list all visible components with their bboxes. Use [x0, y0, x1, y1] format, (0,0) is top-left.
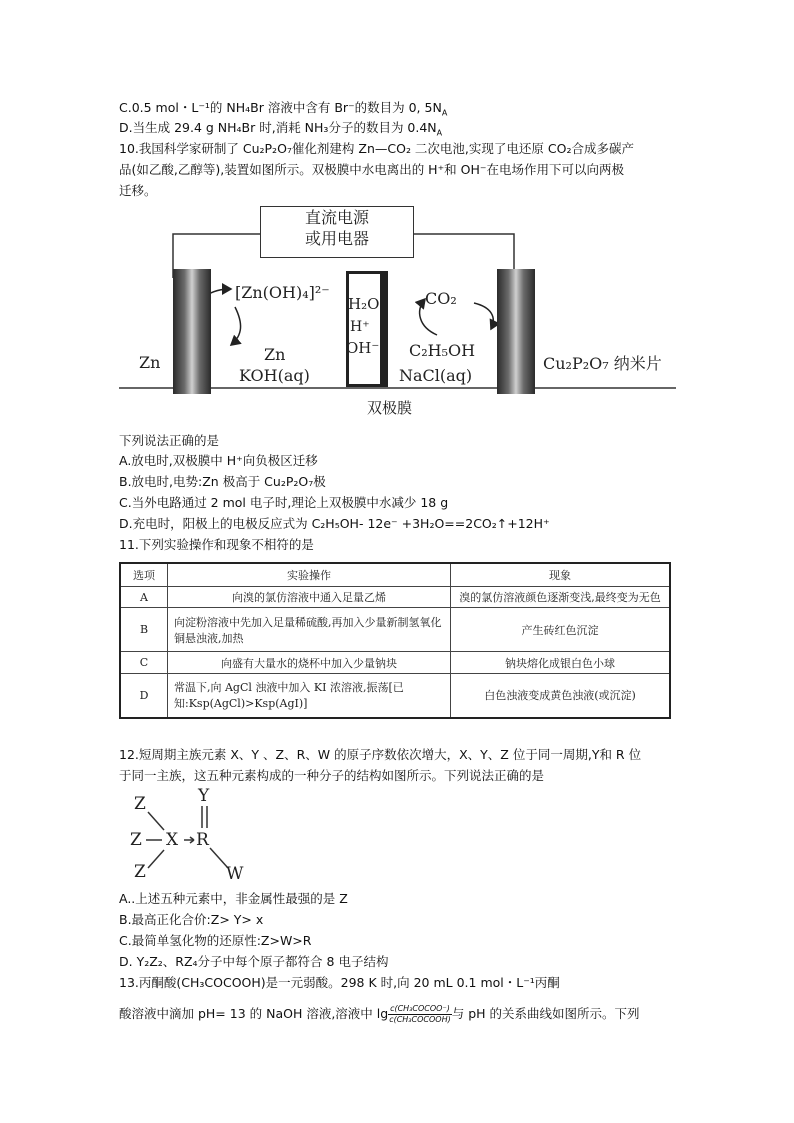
molecule-structure [128, 786, 263, 884]
table-cell: 向淀粉溶液中先加入足量稀硫酸,再加入少量新制氢氧化铜悬浊液,加热 [168, 608, 451, 652]
question-11-stem: 11.下列实验操作和现象不相符的是 [119, 537, 314, 552]
table-cell: B [120, 608, 168, 652]
cu2p2o7-electrode [497, 269, 535, 394]
zn-electrode-label: Zn [139, 353, 161, 372]
table-row [120, 608, 670, 652]
table-cell: 溴的氯仿溶液颜色逐渐变浅,最终变为无色 [451, 587, 671, 608]
table-cell: D [120, 674, 168, 718]
table-row [120, 652, 670, 674]
atom-w: W [226, 864, 244, 884]
sub-a: A [441, 108, 448, 118]
table-cell: 产生砖红色沉淀 [451, 608, 671, 652]
koh-label: KOH(aq) [239, 366, 310, 385]
question-12-option-b: B.最高正化合价:Z> Y> x [119, 912, 264, 927]
power-supply-label-1: 直流电源 [304, 208, 369, 227]
nacl-label: NaCl(aq) [399, 366, 473, 385]
zinc-complex-label: [Zn(OH)₄]²⁻ [235, 283, 330, 302]
table-header: 现象 [451, 563, 671, 587]
question-10-line-2: 品(如乙酸,乙醇等),装置如图所示。双极膜中水电离出的 H⁺和 OH⁻在电场作用下可以向两极 [119, 162, 624, 177]
question-12-line-2: 于同一主族，这五种元素构成的一种分子的结构如图所示。下列说法正确的是 [119, 768, 545, 783]
log-fraction [388, 1004, 452, 1025]
question-10-option-a: A.放电时,双极膜中 H⁺向负极区迁移 [119, 453, 318, 468]
fraction-numerator: c(CH₃COCOO⁻) [390, 1004, 450, 1013]
atom-z: Z [134, 862, 146, 882]
zn-electrode [173, 269, 211, 394]
experiment-table [119, 562, 671, 719]
table-cell: 向溴的氯仿溶液中通入足量乙烯 [168, 587, 451, 608]
table-cell: A [120, 587, 168, 608]
table-header-row [120, 563, 670, 587]
option-c-line [119, 98, 447, 117]
bipolar-membrane-label: 双极膜 [367, 399, 413, 417]
table-cell: 常温下,向 AgCl 浊液中加入 KI 浓溶液,振荡[已知:Ksp(AgCl)>Ksp(AgI)] [168, 674, 451, 718]
question-12-option-a: A..上述五种元素中，非金属性最强的是 Z [119, 891, 348, 906]
question-12-line-1: 12.短周期主族元素 X、Y 、Z、R、W 的原子序数依次增大，X、Y、Z 位于同一周期,Y和 R 位 [119, 747, 642, 762]
table-cell: 钠块熔化成银白色小球 [451, 652, 671, 674]
membrane-layer [380, 271, 388, 387]
atom-z: Z [130, 830, 142, 850]
question-13-line-2 [119, 1004, 640, 1025]
power-supply-label-2: 或用电器 [304, 229, 369, 248]
cu2p2o7-electrode-label: Cu₂P₂O₇ 纳米片 [543, 354, 662, 373]
option-c-text: C.0.5 mol・L⁻¹的 NH₄Br 溶液中含有 Br⁻的数目为 0, 5N [119, 100, 442, 115]
power-supply-box [260, 206, 414, 258]
table-header: 选项 [120, 563, 168, 587]
atom-y: Y [198, 786, 210, 806]
question-10-option-b: B.放电时,电势:Zn 极高于 Cu₂P₂O₇极 [119, 474, 326, 489]
fraction-denominator: c(CH₃COCOOH) [389, 1015, 451, 1024]
question-10-option-d: D.充电时，阳极上的电极反应式为 C₂H₅OH- 12e⁻ +3H₂O==2CO₂↑+12H⁺ [119, 516, 550, 531]
table-cell: 向盛有大量水的烧杯中加入少量钠块 [168, 652, 451, 674]
membrane-oh-ion: OH⁻ [346, 339, 380, 357]
table-row [120, 587, 670, 608]
atom-r: R [196, 830, 209, 850]
table-row [120, 674, 670, 718]
table-cell: C [120, 652, 168, 674]
question-10-option-c: C.当外电路通过 2 mol 电子时,理论上双极膜中水减少 18 g [119, 495, 449, 510]
membrane-h2o: H₂O [348, 295, 380, 313]
question-12-option-d: D. Y₂Z₂、RZ₄分子中每个原子都符合 8 电子结构 [119, 954, 389, 969]
atom-z: Z [134, 794, 146, 814]
question-13-text-post: 与 pH 的关系曲线如图所示。下列 [451, 1006, 640, 1021]
option-d-line [119, 118, 442, 137]
atom-x: X [166, 830, 179, 850]
question-10-stem: 下列说法正确的是 [119, 433, 220, 448]
question-13-line-1: 13.丙酮酸(CH₃COCOOH)是一元弱酸。298 K 时,向 20 mL 0.1 mol・L⁻¹丙酮 [119, 975, 560, 990]
question-10-line-1: 10.我国科学家研制了 Cu₂P₂O₇催化剂建构 Zn—CO₂ 二次电池,实现了电还原 CO₂合成多碳产 [119, 141, 634, 156]
question-10-line-3: 迁移。 [119, 183, 157, 198]
sub-a: A [436, 128, 443, 138]
membrane-h-ion: H⁺ [350, 319, 370, 335]
ethanol-label: C₂H₅OH [409, 341, 476, 360]
table-header: 实验操作 [168, 563, 451, 587]
co2-label: CO₂ [425, 289, 457, 308]
question-13-text-pre: 酸溶液中滴加 pH= 13 的 NaOH 溶液,溶液中 lg [119, 1006, 389, 1021]
battery-diagram [119, 203, 676, 425]
table-cell: 白色浊液变成黄色浊液(或沉淀) [451, 674, 671, 718]
option-d-text: D.当生成 29.4 g NH₄Br 时,消耗 NH₃分子的数目为 0.4N [119, 120, 437, 135]
question-12-option-c: C.最简单氢化物的还原性:Z>W>R [119, 933, 312, 948]
zn-product-label: Zn [264, 345, 286, 364]
